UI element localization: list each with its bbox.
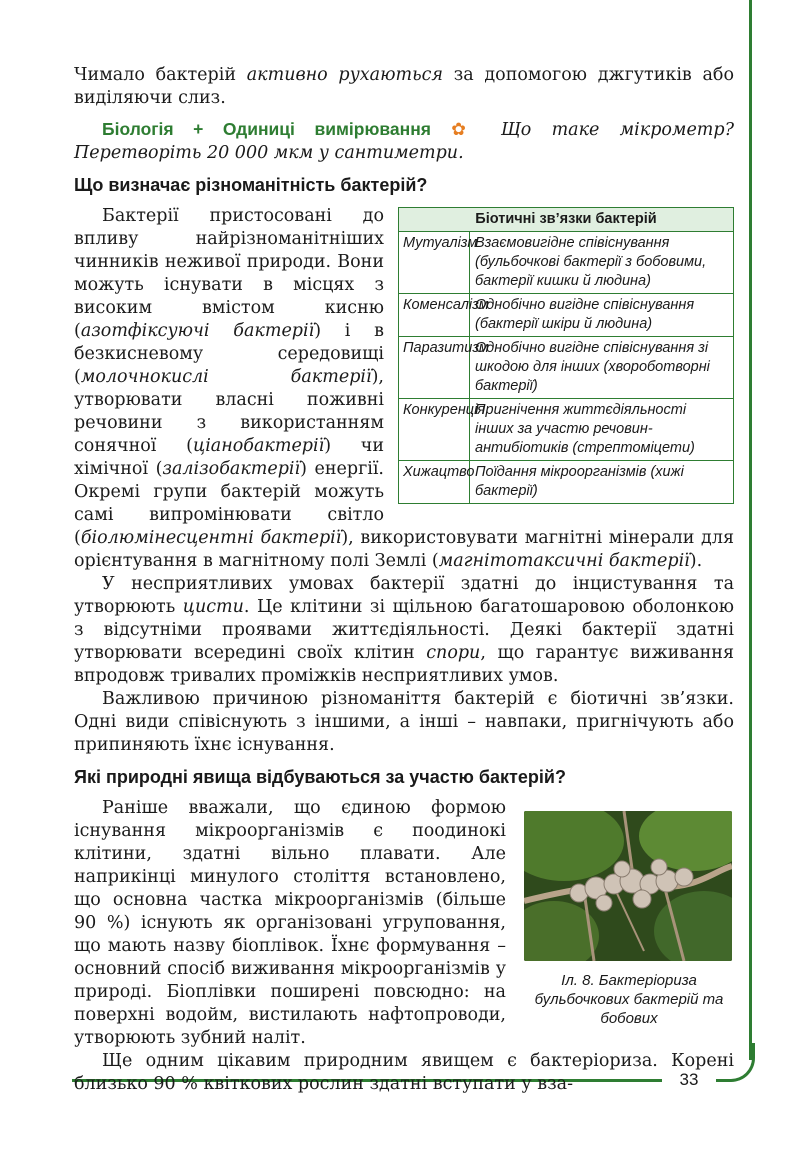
table-desc: Поїдання мікроорганізмів (хижі бактерії) — [475, 464, 684, 499]
figure-bacteriorhiza — [524, 811, 734, 1028]
table-term: Мутуалізм — [399, 232, 470, 293]
section-heading-phenomena: Які природні явища відбуваються за участю бактерій? — [74, 767, 566, 787]
table-term: Коменсалізм — [399, 294, 470, 336]
page-content — [74, 64, 734, 1096]
task-block — [74, 118, 734, 165]
task-text: Що таке мікрометр? Перетворіть 20 000 мкм у сантиметри. — [74, 120, 734, 163]
cysts-paragraph: У несприятливих умовах бактерії здатні до інцистування та утворюють цисти. Це клітини зі щільною багатошаровою оболонкою з відсутніми проявами життєдіяльності. Деякі бактерії здатні утворювати всередині своїх клітин спори, що гарантує виживання впродовж тривалих проміжків несприятливих умов. — [74, 574, 734, 686]
task-title: Біологія + Одиниці вимірювання — [102, 119, 432, 139]
table-desc: Однобічно вигідне співіснування (бактерії шкіри й людина) — [475, 297, 695, 332]
table-row — [399, 399, 733, 461]
bacteriorhiza-photo — [524, 811, 732, 961]
table-title: Біотичні зв’язки бактерій — [399, 208, 733, 232]
root-nodules-illustration — [524, 811, 732, 961]
section-heading-diversity: Що визначає різноманітність бактерій? — [74, 175, 428, 195]
bacteriorhiza-paragraph: Ще одним цікавим природним явищем є бактеріориза. Корені близько 90 % квіткових рослин здатні вступати у вза- — [74, 1051, 734, 1094]
table-desc: Пригнічення життєдіяльності інших за участю речовин-антибіотиків (стрептоміцети) — [475, 402, 695, 456]
intro-paragraph: Чимало бактерій активно рухаються за допомогою джгутиків або виділяючи слиз. — [74, 65, 734, 108]
biotic-paragraph: Важливою причиною різноманіття бактерій є біотичні зв’язки. Одні види співіснують з іншими, а інші – навпаки, пригнічують або припиняють їхнє існування. — [74, 689, 734, 755]
table-row — [399, 294, 733, 337]
biotic-relations-table — [398, 207, 734, 504]
table-desc: Однобічно вигідне співіснування зі шкодою для інших (хвороботворні бактерії) — [475, 340, 710, 394]
table-term: Конкуренція — [399, 399, 470, 460]
figure-caption: Іл. 8. Бактеріориза бульбочкових бактерій та бобових — [534, 972, 724, 1027]
biofilm-paragraph: Раніше вважали, що єдиною формою існування мікроорганізмів є поодинокі клітини, здатні вільно плавати. Але наприкінці минулого століття встановлено, що основна частка мікроорганізмів (більше 90 %) існують як організовані угруповання, що мають назву біоплівок. Їхнє формування – основний спосіб виживання мікроорганізмів у природі. Біоплівки поширені повсюдно: на поверхні водойм, вистилають нафтопроводи, утворюють зубний наліт. — [74, 798, 506, 1048]
table-term: Хижацтво — [399, 461, 470, 503]
table-desc: Взаємовигідне співіснування (бульбочкові бактерії з бобовими, бактерії кишки й людина) — [475, 235, 707, 289]
frame-right-line — [749, 0, 752, 1060]
diversity-paragraph: Бактерії пристосовані до впливу найрізноманітніших чинників неживої природи. Вони можуть існувати в місцях з високим вмістом кисню (азотфіксуючі бактерії) і в безкисневому середовищі (молочнокислі бактерії), утворювати власні поживні речовини з використанням сонячної (ціанобактерії) чи хімічної (залізобактерії) енергії. Окремі групи бактерій можуть самі випромінювати світло (біолюмінесцентні бактерії), використовувати магнітні мінерали для орієнтування в магнітному полі Землі (магнітотаксичні бактерії). — [74, 206, 734, 571]
table-row — [399, 337, 733, 399]
table-term: Паразитизм — [399, 337, 470, 398]
table-row — [399, 461, 733, 503]
page-number: 33 — [679, 1070, 699, 1089]
table-row — [399, 232, 733, 294]
flower-icon: ✿ — [451, 120, 481, 140]
